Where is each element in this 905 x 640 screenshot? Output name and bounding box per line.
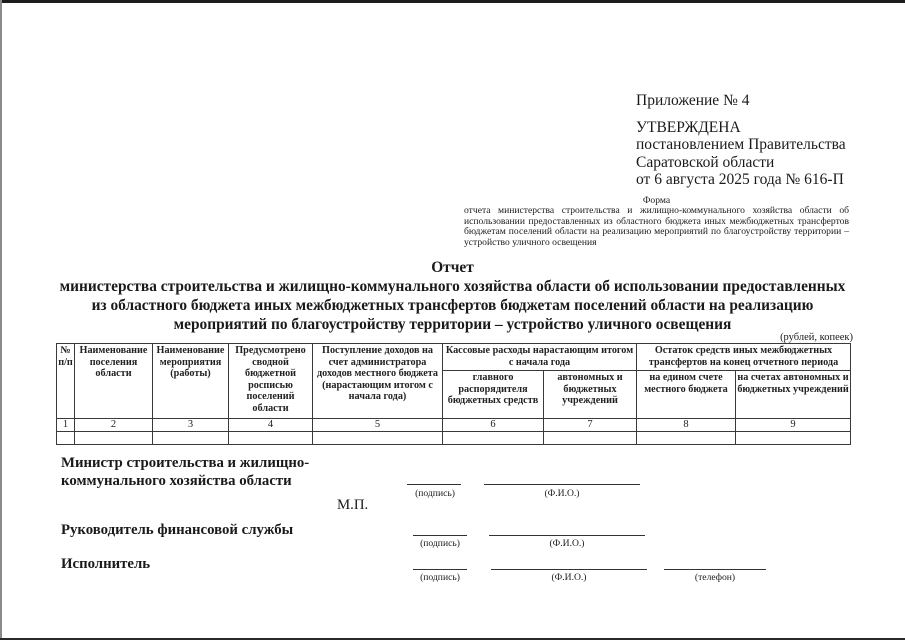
table-cell[interactable] <box>736 431 851 444</box>
table-cell[interactable] <box>443 431 544 444</box>
report-title-line: мероприятий по благоустройству территории – устройство уличного освещения <box>173 316 732 333</box>
header-group-balance: Остаток средств иных межбюджетных трансфертов на конец отчетного периода <box>637 344 851 371</box>
approved-by-line: Саратовской области <box>636 153 775 171</box>
finance-head-label: Руководитель финансовой службы <box>61 522 294 538</box>
table-cell[interactable] <box>229 431 313 444</box>
minister-label <box>61 454 309 490</box>
table-header-row <box>57 344 851 371</box>
header-col-settlement: Наименование поселения области <box>75 344 153 419</box>
header-col-autonomous-institutions: автономных и бюджетных учреждений <box>544 371 637 419</box>
table-cell[interactable] <box>313 431 443 444</box>
executor-signature-line[interactable] <box>413 569 467 570</box>
header-col-institution-accounts: на счетах автономных и бюджетных учреждений <box>736 371 851 419</box>
column-number: 7 <box>544 419 637 432</box>
approved-by-line: от 6 августа 2025 года № 616-П <box>636 171 844 188</box>
header-col-activity: Наименование мероприятия (работы) <box>153 344 229 419</box>
minister-label-line: коммунального хозяйства области <box>61 473 292 489</box>
column-number: 6 <box>443 419 544 432</box>
executor-name-line[interactable] <box>491 569 647 570</box>
report-title-line: из областного бюджета иных межбюджетных трансфертов бюджетам поселений области на реализацию <box>91 297 814 314</box>
finance-head-signature-caption: (подпись) <box>420 538 460 549</box>
scan-border-left <box>0 0 2 640</box>
form-caption: Форма <box>642 195 671 206</box>
column-number: 4 <box>229 419 313 432</box>
report-title <box>40 258 865 334</box>
column-number: 5 <box>313 419 443 432</box>
executor-phone-caption: (телефон) <box>694 572 736 583</box>
executor-signature-caption: (подпись) <box>420 572 460 583</box>
finance-head-name-line[interactable] <box>489 535 645 536</box>
approved-stamp: УТВЕРЖДЕНА <box>636 118 741 136</box>
header-col-number: № п/п <box>57 344 75 419</box>
header-col-budget-planned: Предусмотрено сводной бюджетной росписью поселений области <box>229 344 313 419</box>
annex-number: Приложение № 4 <box>636 92 750 109</box>
units-label: (рублей, копеек) <box>780 332 853 343</box>
column-numbers-row <box>57 419 851 432</box>
report-table <box>56 343 851 445</box>
minister-name-line[interactable] <box>484 484 640 485</box>
column-number: 8 <box>637 419 736 432</box>
executor-label: Исполнитель <box>61 556 151 572</box>
scan-border-top <box>0 0 905 3</box>
minister-label-line: Министр строительства и жилищно- <box>61 455 310 471</box>
header-col-single-account: на едином счете местного бюджета <box>637 371 736 419</box>
header-group-cash-expenses: Кассовые расходы нарастающим итогом с начала года <box>443 344 637 371</box>
form-description: отчета министерства строительства и жилищно-коммунального хозяйства области об использовании предоставленных из областного бюджета иных межбюджетных трансфертов бюджетам поселений области на реализацию мероприятий по благоустройству территории – устройство уличного освещения <box>464 205 849 248</box>
header-col-main-manager: главного распорядителя бюджетных средств <box>443 371 544 419</box>
header-col-income: Поступление доходов на счет администратора доходов местного бюджета (нарастающим итогом с начала года) <box>313 344 443 419</box>
finance-head-signature-line[interactable] <box>413 535 467 536</box>
table-row <box>57 431 851 444</box>
approved-by-line: постановлением Правительства <box>636 136 846 153</box>
table-cell[interactable] <box>75 431 153 444</box>
minister-name-caption: (Ф.И.О.) <box>544 488 580 499</box>
table-cell[interactable] <box>57 431 75 444</box>
column-number: 3 <box>153 419 229 432</box>
executor-phone-line[interactable] <box>664 569 766 570</box>
minister-signature-caption: (подпись) <box>415 488 455 499</box>
form-note <box>464 196 849 248</box>
report-title-line: министерства строительства и жилищно-коммунального хозяйства области об использовании предоставленных <box>59 278 846 295</box>
table-cell[interactable] <box>637 431 736 444</box>
report-heading: Отчет <box>431 259 474 276</box>
column-number: 1 <box>57 419 75 432</box>
executor-name-caption: (Ф.И.О.) <box>551 572 587 583</box>
column-number: 9 <box>736 419 851 432</box>
minister-signature-line[interactable] <box>407 484 461 485</box>
table-cell[interactable] <box>544 431 637 444</box>
finance-head-name-caption: (Ф.И.О.) <box>549 538 585 549</box>
column-number: 2 <box>75 419 153 432</box>
table-cell[interactable] <box>153 431 229 444</box>
approval-block <box>636 92 846 189</box>
stamp-placeholder: М.П. <box>337 497 369 513</box>
